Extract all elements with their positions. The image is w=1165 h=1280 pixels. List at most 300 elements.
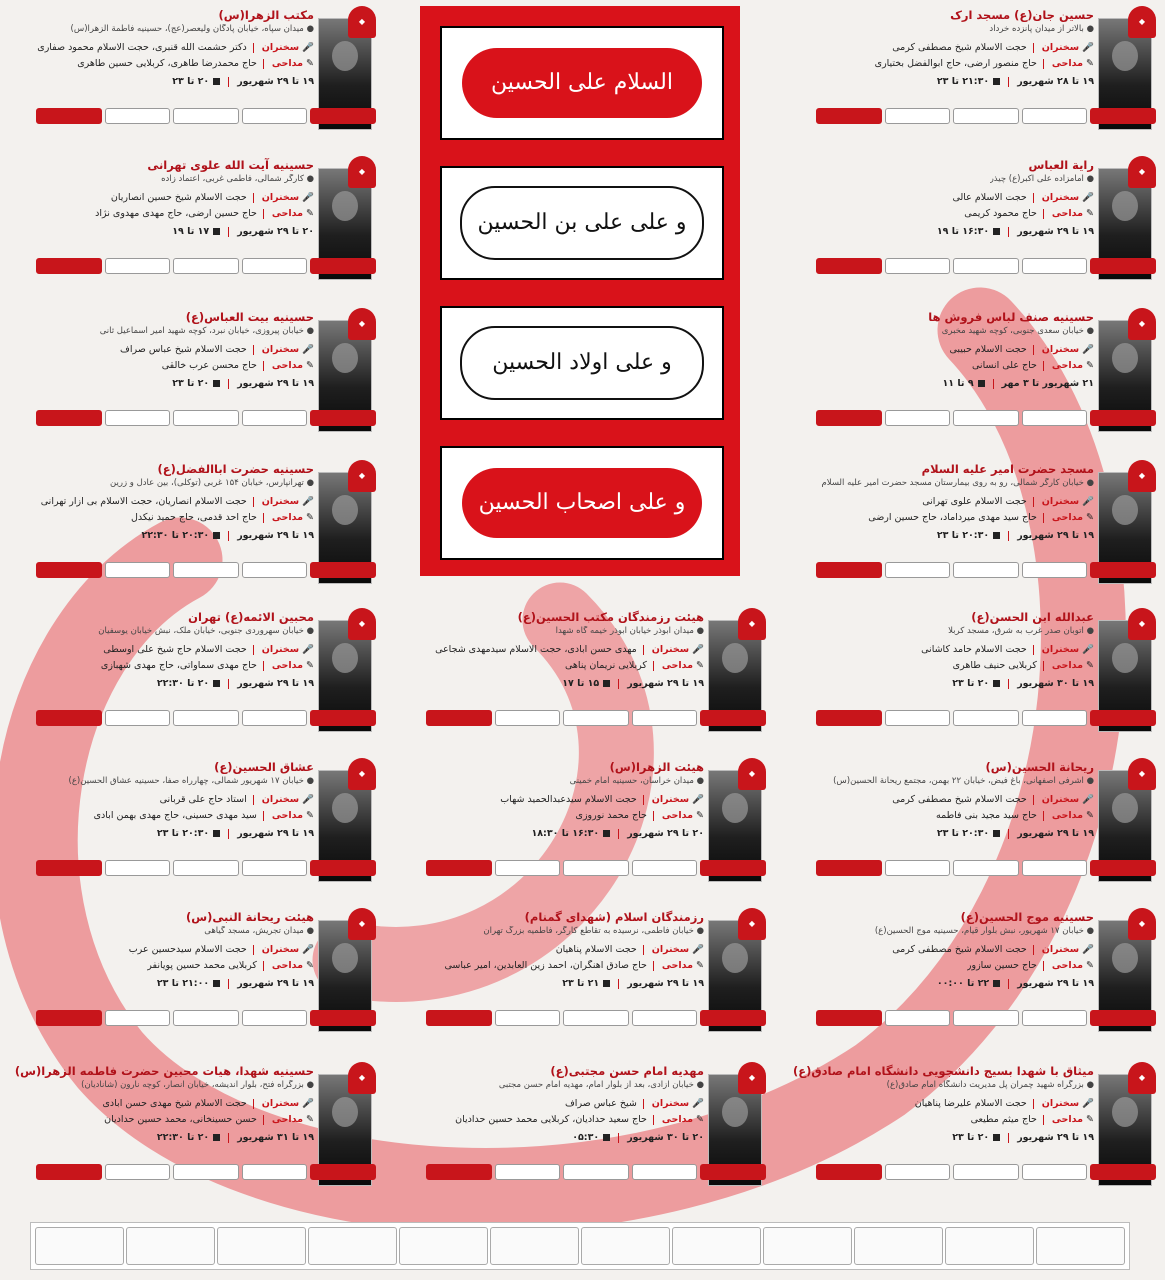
calligraphy-tile [1090, 562, 1156, 578]
address-text: خیابان ۱۷ شهریور، نبش بلوار قیام، حسینیه موج الحسین(ع) [874, 926, 1084, 936]
time-range: ۱۵ تا ۱۷ [562, 678, 600, 689]
calligraphy-tile [36, 710, 102, 726]
event-card [420, 756, 770, 906]
speaker-row [160, 794, 314, 805]
speaker-row [922, 496, 1094, 507]
speaker-names: حجت الاسلام حاج شیخ علی اوسطی [103, 644, 247, 655]
speaker-row [949, 344, 1094, 355]
calligraphy-tile [885, 258, 951, 274]
calligraphy-strip [426, 860, 766, 876]
calligraphy-tile [1090, 410, 1156, 426]
speaker-names: مهدی حسن آبادی، حجت الاسلام سیدمهدی شجاعی [435, 644, 637, 655]
banner-line-1: السلام علی الحسین [462, 48, 702, 118]
calligraphy-tile [426, 1010, 492, 1026]
speaker-label: سخنران [261, 344, 300, 355]
calligraphy-tile [563, 1010, 629, 1026]
eulogist-names: کربلایی محمد حسین پویانفر [147, 960, 257, 971]
schedule-row [141, 530, 314, 541]
event-card [30, 606, 380, 756]
program-badge-icon: ◆ [348, 758, 376, 790]
location-pin-icon: ● [1086, 776, 1094, 786]
clock-icon [993, 1134, 1000, 1141]
eulogist-row [455, 1114, 704, 1125]
banner-panel-3 [440, 306, 724, 420]
calligraphy-tile [1090, 1010, 1156, 1026]
location-pin-icon: ● [1086, 478, 1094, 488]
speaker-names: حجت الاسلام پناهیان [555, 944, 637, 955]
eulogist-row [104, 1114, 314, 1125]
event-title: عبدالله ابن الحسن(ع) [971, 610, 1094, 624]
event-address [990, 174, 1094, 184]
event-title: مکتب الزهرا(س) [218, 8, 314, 22]
mic-icon: 🎤 [1082, 794, 1094, 805]
calligraphy-tile [105, 1010, 171, 1026]
pen-icon: ✎ [1086, 360, 1094, 371]
pen-icon: ✎ [1086, 1114, 1094, 1125]
eulogist-names: حاج احد قدمی، حاج حمید نیکدل [131, 512, 257, 523]
calligraphy-tile [173, 1010, 239, 1026]
eulogist-names: حسن حسینخانی، محمد حسین حدادیان [104, 1114, 257, 1125]
time-range: ۲۰:۳۰ تا ۲۳ [936, 530, 990, 541]
speaker-row [120, 344, 314, 355]
schedule-row [172, 76, 314, 87]
calligraphy-tile [310, 410, 376, 426]
calligraphy-tile [310, 860, 376, 876]
eulogist-label: مداحی [1051, 208, 1083, 219]
eulogist-names: حاج مهدی سماواتی، حاج مهدی شهبازی [100, 660, 257, 671]
speaker-names: حجت الاسلام سیدحسین عرب [128, 944, 247, 955]
eulogist-names: حاج منصور ارضی، حاج ابوالفضل بختیاری [874, 58, 1037, 69]
calligraphy-tile [1022, 258, 1088, 274]
mic-icon: 🎤 [302, 1098, 314, 1109]
speaker-label: سخنران [1041, 496, 1080, 507]
eulogist-names: حاج حسین سازور [966, 960, 1037, 971]
pen-icon: ✎ [1086, 58, 1094, 69]
event-address [161, 174, 314, 184]
calligraphy-tile [816, 1164, 882, 1180]
eulogist-row [94, 810, 314, 821]
program-badge-icon: ◆ [1128, 1062, 1156, 1094]
speaker-names: شیخ عباس صراف [564, 1098, 637, 1109]
calligraphy-tile [672, 1227, 761, 1265]
calligraphy-tile [310, 258, 376, 274]
date-range: ۱۹ تا ۲۹ شهریور [627, 678, 704, 689]
date-range: ۱۹ تا ۲۹ شهریور [237, 678, 314, 689]
date-range: ۱۹ تا ۲۹ شهریور [1017, 530, 1094, 541]
calligraphy-tile [426, 860, 492, 876]
calligraphy-tile [173, 410, 239, 426]
event-address [71, 24, 314, 34]
pen-icon: ✎ [306, 660, 314, 671]
schedule-row [937, 76, 1094, 87]
address-text: اتوبان صدر غرب به شرق، مسجد کربلا [948, 626, 1084, 636]
speaker-label: سخنران [1041, 1098, 1080, 1109]
pen-icon: ✎ [696, 660, 704, 671]
eulogist-names: حاج سید مهدی میرداماد، حاج حسین ارضی [868, 512, 1037, 523]
time-range: ۲۰:۳۰ تا ۲۳ [936, 828, 990, 839]
event-address [483, 926, 704, 936]
event-card [810, 306, 1160, 456]
event-address [570, 776, 704, 786]
eulogist-label: مداحی [661, 810, 693, 821]
calligraphy-tile [242, 562, 308, 578]
date-range: ۱۹ تا ۲۹ شهریور [237, 76, 314, 87]
calligraphy-tile [1022, 710, 1088, 726]
mic-icon: 🎤 [1082, 496, 1094, 507]
footer-calligraphy-strip [30, 1222, 1130, 1270]
calligraphy-tile [632, 1164, 698, 1180]
calligraphy-strip [816, 1010, 1156, 1026]
calligraphy-tile [563, 860, 629, 876]
calligraphy-tile [816, 258, 882, 274]
calligraphy-strip [426, 710, 766, 726]
eulogist-label: مداحی [271, 58, 303, 69]
event-title: حسینیه بیت العباس(ع) [185, 310, 314, 324]
schedule-row [572, 1132, 704, 1143]
speaker-row [892, 944, 1094, 955]
speaker-names: حجت الاسلام علیرضا پناهیان [914, 1098, 1027, 1109]
event-title: هیئت رزمندگان مکتب الحسین(ع) [517, 610, 704, 624]
schedule-row [942, 378, 1094, 389]
speaker-label: سخنران [1041, 42, 1080, 53]
speaker-row [921, 644, 1094, 655]
date-range: ۱۹ تا ۲۹ شهریور [237, 828, 314, 839]
event-address [833, 776, 1094, 786]
calligraphy-tile [36, 562, 102, 578]
calligraphy-tile [36, 1164, 102, 1180]
event-card [30, 458, 380, 608]
eulogist-label: مداحی [1051, 960, 1083, 971]
mic-icon: 🎤 [1082, 344, 1094, 355]
calligraphy-tile [885, 410, 951, 426]
event-title: حسینیه شهدا، هیات محبین حضرت فاطمه الزهرا(س) [14, 1064, 314, 1078]
calligraphy-tile [953, 710, 1019, 726]
program-badge-icon: ◆ [348, 308, 376, 340]
calligraphy-strip [816, 258, 1156, 274]
mic-icon: 🎤 [692, 944, 704, 955]
clock-icon [993, 980, 1000, 987]
clock-icon [213, 680, 220, 687]
event-card [810, 756, 1160, 906]
pen-icon: ✎ [696, 1114, 704, 1125]
date-range: ۲۰ تا ۲۹ شهریور [627, 828, 704, 839]
speaker-row [37, 42, 314, 53]
time-range: ۲۰ تا ۲۳ [952, 1132, 990, 1143]
calligraphy-tile [1090, 860, 1156, 876]
date-range: ۲۰ تا ۳۰ شهریور [627, 1132, 704, 1143]
date-range: ۱۹ تا ۲۹ شهریور [237, 978, 314, 989]
speaker-names: استاد حاج علی قربانی [159, 794, 247, 805]
calligraphy-tile [953, 562, 1019, 578]
calligraphy-tile [816, 562, 882, 578]
clock-icon [213, 830, 220, 837]
location-pin-icon: ● [306, 626, 314, 636]
event-card [810, 906, 1160, 1056]
schedule-row [937, 978, 1094, 989]
address-text: خیابان سهروردی جنوبی، خیابان ملک، نبش خیابان یوسفیان [98, 626, 304, 636]
event-address [204, 926, 314, 936]
schedule-row [937, 530, 1094, 541]
clock-icon [978, 380, 985, 387]
calligraphy-strip [36, 710, 376, 726]
schedule-row [937, 226, 1094, 237]
event-title: رزمندگان اسلام (شهدای گمنام) [524, 910, 704, 924]
speaker-names: دکتر حشمت الله قنبری، حجت الاسلام محمود صفاری [37, 42, 247, 53]
speaker-label: سخنران [1041, 944, 1080, 955]
eulogist-label: مداحی [1051, 360, 1083, 371]
calligraphy-tile [310, 1010, 376, 1026]
mic-icon: 🎤 [1082, 42, 1094, 53]
date-range: ۱۹ تا ۳۱ شهریور [237, 1132, 314, 1143]
calligraphy-tile [36, 1010, 102, 1026]
calligraphy-tile [1022, 562, 1088, 578]
event-title: حسین جان(ع) مسجد ارک [950, 8, 1094, 22]
program-badge-icon: ◆ [1128, 908, 1156, 940]
clock-icon [213, 228, 220, 235]
pen-icon: ✎ [306, 810, 314, 821]
speaker-label: سخنران [1041, 192, 1080, 203]
address-text: خیابان فاطمی، نرسیده به تقاطع کارگر، فاطمیه بزرگ تهران [483, 926, 694, 936]
time-range: ۹ تا ۱۱ [942, 378, 974, 389]
calligraphy-tile [105, 710, 171, 726]
eulogist-label: مداحی [271, 810, 303, 821]
speaker-names: حجت الاسلام علوی تهرانی [922, 496, 1027, 507]
time-range: ۲۱ تا ۲۳ [562, 978, 600, 989]
calligraphy-tile [632, 860, 698, 876]
eulogist-names: حاج محمد نوروزی [575, 810, 647, 821]
eulogist-label: مداحی [1051, 1114, 1083, 1125]
program-badge-icon: ◆ [1128, 758, 1156, 790]
eulogist-names: حاج محمدرضا طاهری، کربلایی حسین طاهری [77, 58, 257, 69]
banner-panel-1 [440, 26, 724, 140]
clock-icon [213, 78, 220, 85]
eulogist-row [565, 660, 704, 671]
program-badge-icon: ◆ [738, 608, 766, 640]
eulogist-label: مداحی [1051, 512, 1083, 523]
program-badge-icon: ◆ [1128, 308, 1156, 340]
address-text: خیابان سعدی جنوبی، کوچه شهید مخبری [941, 326, 1084, 336]
program-badge-icon: ◆ [348, 6, 376, 38]
time-range: ۰۵:۳۰ [572, 1132, 600, 1143]
schedule-row [157, 978, 314, 989]
time-range: ۲۱:۳۰ تا ۲۳ [936, 76, 990, 87]
speaker-label: سخنران [261, 192, 300, 203]
schedule-row [937, 828, 1094, 839]
event-title: میثاق با شهدا بسیج دانشجویی دانشگاه امام صادق(ع) [792, 1064, 1094, 1078]
calligraphy-tile [885, 108, 951, 124]
date-range: ۱۹ تا ۳۰ شهریور [1017, 678, 1094, 689]
address-text: خیابان کارگر شمالی، رو به روی بیمارستان مسجد حضرت امیر علیه السلام [821, 478, 1084, 488]
calligraphy-tile [885, 1164, 951, 1180]
mic-icon: 🎤 [302, 944, 314, 955]
clock-icon [603, 830, 610, 837]
speaker-label: سخنران [651, 794, 690, 805]
eulogist-names: کربلایی نریمان پناهی [565, 660, 647, 671]
location-pin-icon: ● [1086, 926, 1094, 936]
address-text: تهرانپارس، خیابان ۱۵۴ غربی (توکلی)، بین عادل و زرین [110, 478, 304, 488]
calligraphy-tile [173, 710, 239, 726]
location-pin-icon: ● [1086, 626, 1094, 636]
speaker-names: حجت الاسلام شیخ مصطفی کرمی [892, 42, 1027, 53]
location-pin-icon: ● [306, 776, 314, 786]
eulogist-label: مداحی [1051, 810, 1083, 821]
calligraphy-tile [36, 410, 102, 426]
eulogist-row [964, 208, 1094, 219]
location-pin-icon: ● [306, 478, 314, 488]
event-address [942, 326, 1094, 336]
calligraphy-tile [1022, 1010, 1088, 1026]
calligraphy-tile [953, 258, 1019, 274]
event-card [30, 756, 380, 906]
speaker-row [565, 1098, 704, 1109]
eulogist-row [95, 208, 314, 219]
speaker-label: سخنران [1041, 794, 1080, 805]
eulogist-row [936, 810, 1094, 821]
calligraphy-tile [105, 1164, 171, 1180]
calligraphy-tile [953, 860, 1019, 876]
calligraphy-tile [563, 1164, 629, 1180]
pen-icon: ✎ [306, 58, 314, 69]
address-text: امامزاده علی اکبر(ع) چیذر [989, 174, 1084, 184]
event-address [110, 478, 314, 488]
time-range: ۱۶:۳۰ تا ۱۹ [936, 226, 990, 237]
eulogist-row [444, 960, 704, 971]
calligraphy-tile [173, 1164, 239, 1180]
eulogist-row [967, 960, 1094, 971]
calligraphy-tile [632, 710, 698, 726]
address-text: خیابان آزادی، بعد از بلوار امام، مهدیه امام حسن مجتبی [498, 1080, 694, 1090]
eulogist-row [953, 660, 1094, 671]
address-text: اشرفی اصفهانی، باغ فیض، خیابان ۲۲ بهمن، مجتمع ریحانة الحسین(س) [833, 776, 1084, 786]
eulogist-names: حاج محمود کریمی [964, 208, 1037, 219]
program-badge-icon: ◆ [348, 156, 376, 188]
mic-icon: 🎤 [302, 192, 314, 203]
address-text: بزرگراه فتح، بلوار اندیشه، خیابان انصار، کوچه نارون (شانادیان) [81, 1080, 304, 1090]
event-card [420, 906, 770, 1056]
event-card [30, 906, 380, 1056]
speaker-names: حجت الاسلام شیخ مصطفی کرمی [892, 794, 1027, 805]
program-badge-icon: ◆ [1128, 6, 1156, 38]
calligraphy-tile [36, 258, 102, 274]
schedule-row [172, 226, 314, 237]
eulogist-label: مداحی [271, 360, 303, 371]
calligraphy-tile [308, 1227, 397, 1265]
speaker-names: حجت الاسلام انصاریان، حجت الاسلام بی آزار تهرانی [40, 496, 247, 507]
mic-icon: 🎤 [302, 344, 314, 355]
mic-icon: 🎤 [1082, 192, 1094, 203]
mic-icon: 🎤 [1082, 944, 1094, 955]
eulogist-label: مداحی [271, 960, 303, 971]
calligraphy-strip [36, 562, 376, 578]
eulogist-row [576, 810, 704, 821]
calligraphy-tile [399, 1227, 488, 1265]
calligraphy-tile [885, 1010, 951, 1026]
date-range: ۱۹ تا ۲۹ شهریور [1017, 1132, 1094, 1143]
speaker-label: سخنران [1041, 344, 1080, 355]
mic-icon: 🎤 [302, 496, 314, 507]
location-pin-icon: ● [696, 776, 704, 786]
eulogist-names: کربلایی حنیف طاهری [952, 660, 1037, 671]
eulogist-row [101, 660, 314, 671]
calligraphy-tile [1036, 1227, 1125, 1265]
date-range: ۱۹ تا ۲۹ شهریور [1017, 828, 1094, 839]
calligraphy-strip [36, 258, 376, 274]
mic-icon: 🎤 [302, 794, 314, 805]
event-card [810, 458, 1160, 608]
clock-icon [213, 980, 220, 987]
speaker-names: حجت الاسلام حبیبی [949, 344, 1027, 355]
calligraphy-tile [105, 258, 171, 274]
clock-icon [603, 980, 610, 987]
program-badge-icon: ◆ [738, 908, 766, 940]
calligraphy-strip [36, 1010, 376, 1026]
address-text: میدان خراسان، حسینیه امام خمینی [569, 776, 694, 786]
calligraphy-tile [1022, 410, 1088, 426]
calligraphy-tile [816, 710, 882, 726]
date-range: ۲۰ تا ۲۹ شهریور [237, 226, 314, 237]
calligraphy-tile [310, 108, 376, 124]
calligraphy-tile [173, 562, 239, 578]
speaker-label: سخنران [651, 1098, 690, 1109]
calligraphy-tile [1022, 1164, 1088, 1180]
calligraphy-tile [953, 1164, 1019, 1180]
mic-icon: 🎤 [692, 1098, 704, 1109]
event-card [14, 1060, 380, 1210]
time-range: ۲۰ تا ۲۲:۳۰ [156, 678, 210, 689]
calligraphy-tile [242, 1164, 308, 1180]
eulogist-row [868, 512, 1094, 523]
time-range: ۲۲ تا ۰۰:۰۰ [936, 978, 990, 989]
eulogist-row [875, 58, 1094, 69]
location-pin-icon: ● [696, 926, 704, 936]
calligraphy-tile [1090, 1164, 1156, 1180]
event-address [556, 626, 704, 636]
program-badge-icon: ◆ [1128, 608, 1156, 640]
banner-panel-2 [440, 166, 724, 280]
speaker-label: سخنران [261, 644, 300, 655]
event-title: حسینیه موج الحسین(ع) [960, 910, 1094, 924]
program-badge-icon: ◆ [348, 1062, 376, 1094]
calligraphy-tile [816, 108, 882, 124]
calligraphy-tile [242, 710, 308, 726]
mic-icon: 🎤 [302, 42, 314, 53]
calligraphy-tile [563, 710, 629, 726]
calligraphy-strip [816, 562, 1156, 578]
eulogist-row [162, 360, 314, 371]
location-pin-icon: ● [1086, 24, 1094, 34]
clock-icon [603, 680, 610, 687]
clock-icon [993, 228, 1000, 235]
calligraphy-strip [36, 410, 376, 426]
event-address [499, 1080, 704, 1090]
calligraphy-tile [1022, 108, 1088, 124]
event-title: حسینیه آیت الله علوی تهرانی [147, 158, 314, 172]
location-pin-icon: ● [696, 1080, 704, 1090]
calligraphy-tile [700, 1164, 766, 1180]
calligraphy-tile [700, 1010, 766, 1026]
event-card [30, 306, 380, 456]
eulogist-label: مداحی [661, 1114, 693, 1125]
time-range: ۲۱:۰۰ تا ۲۳ [156, 978, 210, 989]
calligraphy-tile [242, 860, 308, 876]
calligraphy-tile [816, 860, 882, 876]
location-pin-icon: ● [306, 24, 314, 34]
event-title: مسجد حضرت امیر علیه السلام [921, 462, 1094, 476]
time-range: ۱۷ تا ۱۹ [172, 226, 210, 237]
speaker-row [103, 644, 314, 655]
calligraphy-tile [945, 1227, 1034, 1265]
speaker-row [915, 1098, 1094, 1109]
